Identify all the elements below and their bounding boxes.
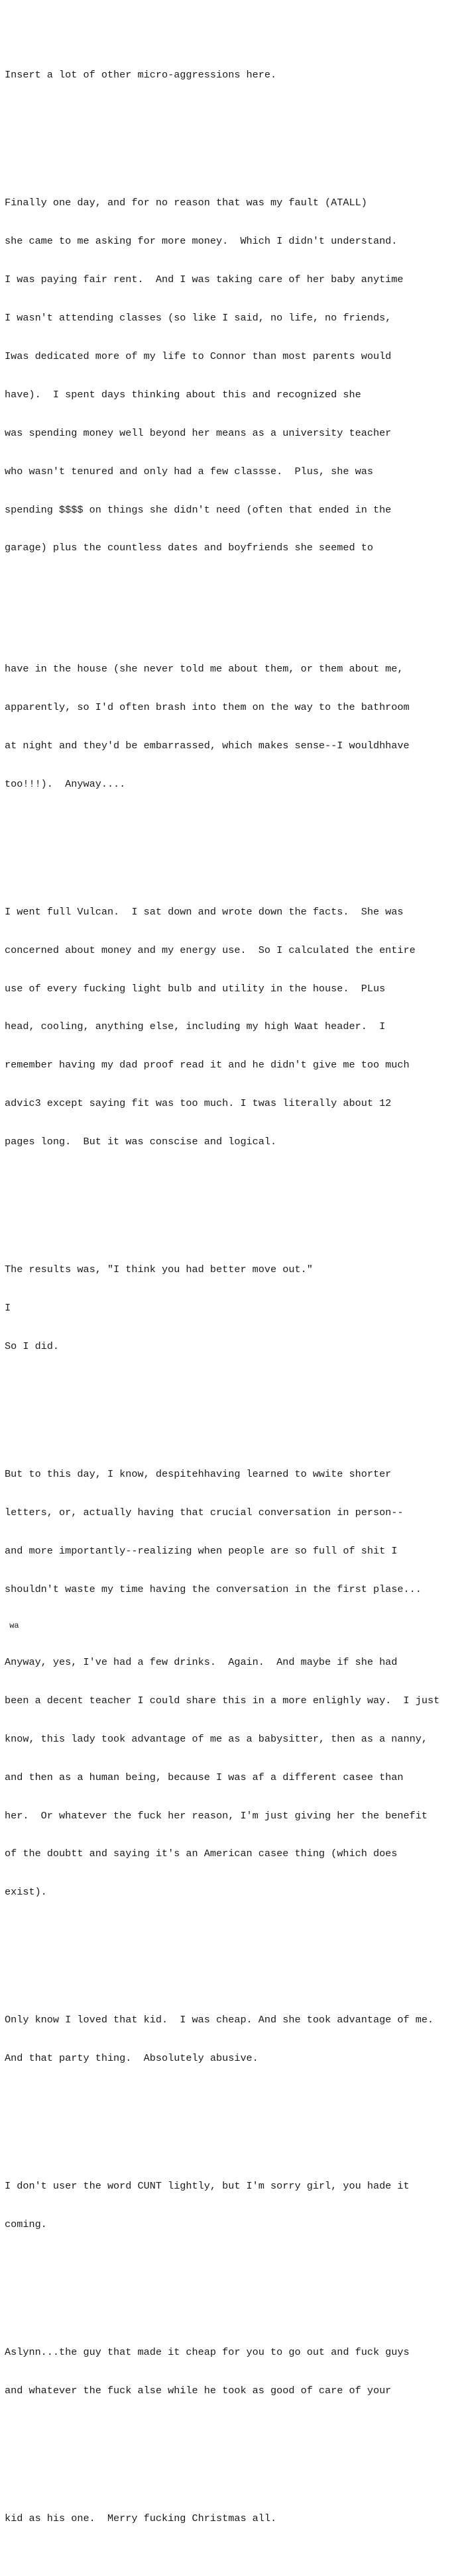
text-line: I wasn't attending classes (so like I said, no life, no friends, [5,312,392,324]
text-line: Anyway, yes, I've had a few drinks. Again. And maybe if she had [5,1656,398,1668]
text-line: I [5,1301,11,1314]
text-line: and whatever the fuck alse while he took as good of care of your [5,2384,392,2397]
text-line: But to this day, I know, despitehhaving learned to wwite shorter [5,1467,392,1480]
text-line: concerned about money and my energy use. So I calculated the entire [5,944,416,956]
text-line: Insert a lot of other micro-aggressions here. [5,69,277,81]
paragraph-vulcan [5,880,462,1174]
text-line: advic3 except saying fit was too much. I twas literally about 12 [5,1097,392,1110]
text-line: The results was, "I think you had better move out." [5,1263,313,1276]
text-line: too!!!). Anyway.... [5,777,126,790]
text-line: Only know I loved that kid. I was cheap. And she took advantage of me. [5,2014,434,2026]
text-line: So I did. [5,1340,60,1352]
text-line: was spending money well beyond her means as a university teacher [5,426,392,439]
paragraph-word-usage [5,2155,462,2257]
text-line: at night and they'd be embarrassed, which makes sense--I wouldhhave [5,739,410,752]
typewritten-page [5,5,462,2576]
text-line: her. Or whatever the fuck her reason, I'm just giving her the benefit [5,1809,428,1822]
text-line: And that party thing. Absolutely abusive. [5,2052,259,2065]
text-line: apparently, so I'd often brash into them on the way to the bathroom [5,701,410,714]
text-line: head, cooling, anything else, including my high Waat header. I [5,1020,386,1033]
text-line: of the doubtt and saying it's an American casee thing (which does [5,1848,398,1860]
text-line: pages long. But it was conscise and logical. [5,1136,277,1148]
paragraph-closing [5,2487,462,2550]
paragraph-house-guests [5,638,462,817]
text-line: remember having my dad proof read it and he didn't give me too much [5,1059,410,1071]
text-line: Iwas dedicated more of my life to Connor than most parents would [5,350,392,363]
text-line: I was paying fair rent. And I was taking care of her baby anytime [5,273,404,286]
text-line: I went full Vulcan. I sat down and wrote down the facts. She was [5,905,404,918]
text-line: use of every fucking light bulb and utility in the house. PLus [5,982,386,995]
text-line: she came to me asking for more money. Which I didn't understand. [5,235,398,248]
text-line: I don't user the word CUNT lightly, but I'm sorry girl, you hade it [5,2180,410,2193]
paragraph-money-request [5,172,462,581]
text-line: and then as a human being, because I was af a different casee than [5,1771,404,1783]
text-line: shouldn't waste my time having the conversation in the first plase... [5,1583,422,1595]
text-line: letters, or, actually having that crucial conversation in person-- [5,1506,404,1518]
text-line: and more importantly--realizing when people are so full of shit I [5,1544,398,1557]
text-line: kid as his one. Merry fucking Christmas all. [5,2512,277,2524]
text-line: spending $$$$ on things she didn't need (often that ended in the [5,503,392,516]
text-line: coming. [5,2218,47,2231]
text-line: exist). [5,1886,47,1899]
text-line: Finally one day, and for no reason that was my fault (ATALL) [5,197,367,209]
text-line: who wasn't tenured and only had a few classse. Plus, she was [5,465,373,477]
text-line: Aslynn...the guy that made it cheap for you to go out and fuck guys [5,2346,410,2359]
text-line: have). I spent days thinking about this and recognized she [5,388,361,401]
text-line: know, this lady took advantage of me as a babysitter, then as a nanny, [5,1732,428,1745]
paragraph-this-day [5,1442,462,1924]
text-line: been a decent teacher I could share this in a more enlighly way. I just [5,1694,440,1707]
paragraph-results [5,1238,462,1379]
text-line: garage) plus the countless dates and boyfriends she seemed to [5,542,373,554]
text-line: have in the house (she never told me about them, or them about me, [5,663,404,675]
text-line: wa [5,1621,19,1631]
paragraph-aslynn [5,2320,462,2422]
paragraph-intro [5,44,462,107]
paragraph-loved-kid [5,1989,462,2091]
